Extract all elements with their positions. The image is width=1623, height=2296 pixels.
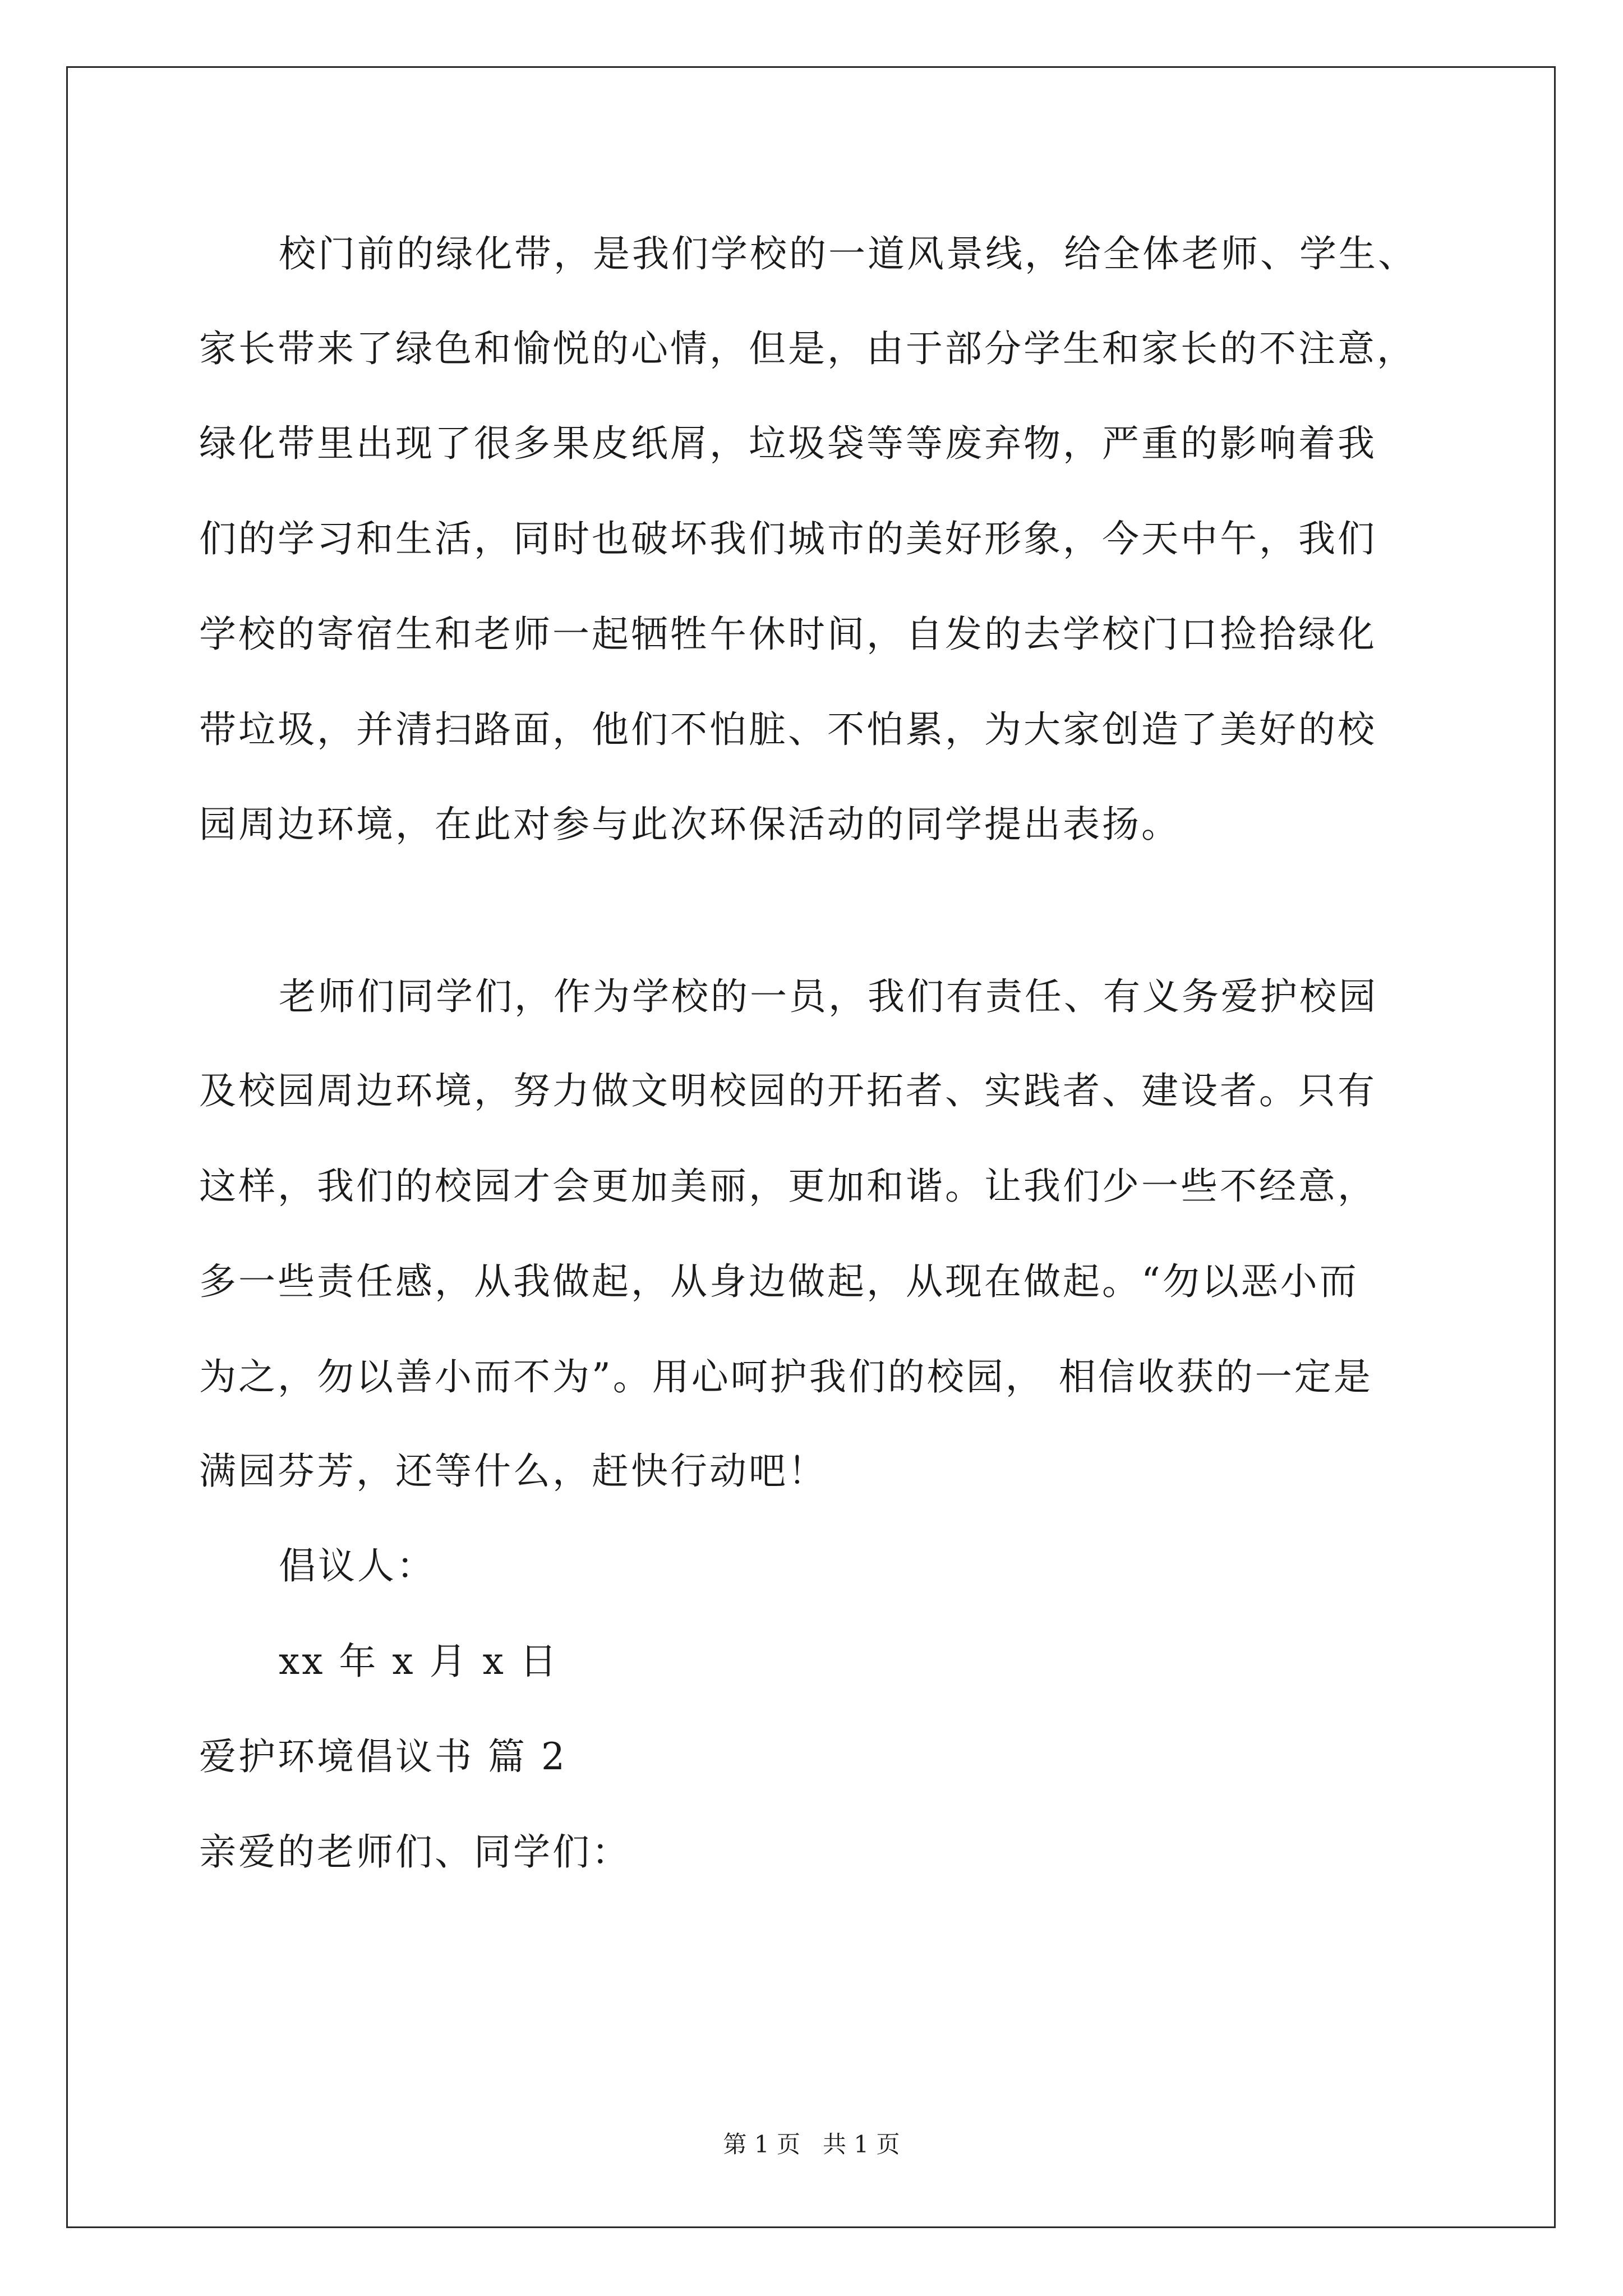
signature-date: xx 年 x 月 x 日: [279, 1640, 559, 1683]
signature-proposer: 倡议人：: [279, 1544, 436, 1588]
paragraph-1-line-6: 带垃圾，并清扫路面，他们不怕脏、不怕累，为大家创造了美好的校: [199, 708, 1377, 751]
paragraph-2-line-6: 满园芬芳，还等什么，赶快行动吧！: [199, 1450, 827, 1493]
paragraph-1-line-4: 们的学习和生活，同时也破坏我们城市的美好形象，今天中午，我们: [199, 517, 1377, 560]
salutation: 亲爱的老师们、同学们：: [199, 1830, 631, 1874]
paragraph-1-line-2: 家长带来了绿色和愉悦的心情，但是，由于部分学生和家长的不注意，: [199, 327, 1416, 370]
section-title: 爱护环境倡议书 篇 2: [199, 1735, 567, 1778]
paragraph-1-line-1: 校门前的绿化带，是我们学校的一道风景线，给全体老师、学生、: [279, 232, 1417, 275]
paragraph-2-line-1: 老师们同学们，作为学校的一员，我们有责任、有义务爱护校园: [279, 975, 1378, 1018]
page-border: [66, 66, 1556, 2228]
paragraph-1-line-7: 园周边环境，在此对参与此次环保活动的同学提出表扬。: [199, 803, 1181, 846]
paragraph-1-line-5: 学校的寄宿生和老师一起牺牲午休时间，自发的去学校门口捡拾绿化: [199, 613, 1377, 656]
paragraph-2-line-5: 为之，勿以善小而不为”。用心呵护我们的校园， 相信收获的一定是: [199, 1355, 1373, 1398]
paragraph-1-line-3: 绿化带里出现了很多果皮纸屑，垃圾袋等等废弃物，严重的影响着我: [199, 422, 1377, 465]
paragraph-2-line-2: 及校园周边环境，努力做文明校园的开拓者、实践者、建设者。只有: [199, 1069, 1377, 1112]
paragraph-2-line-4: 多一些责任感，从我做起，从身边做起，从现在做起。“勿以恶小而: [199, 1260, 1359, 1303]
page-footer: 第 1 页 共 1 页: [723, 2131, 900, 2158]
paragraph-2-line-3: 这样，我们的校园才会更加美丽，更加和谐。让我们少一些不经意，: [199, 1165, 1377, 1208]
